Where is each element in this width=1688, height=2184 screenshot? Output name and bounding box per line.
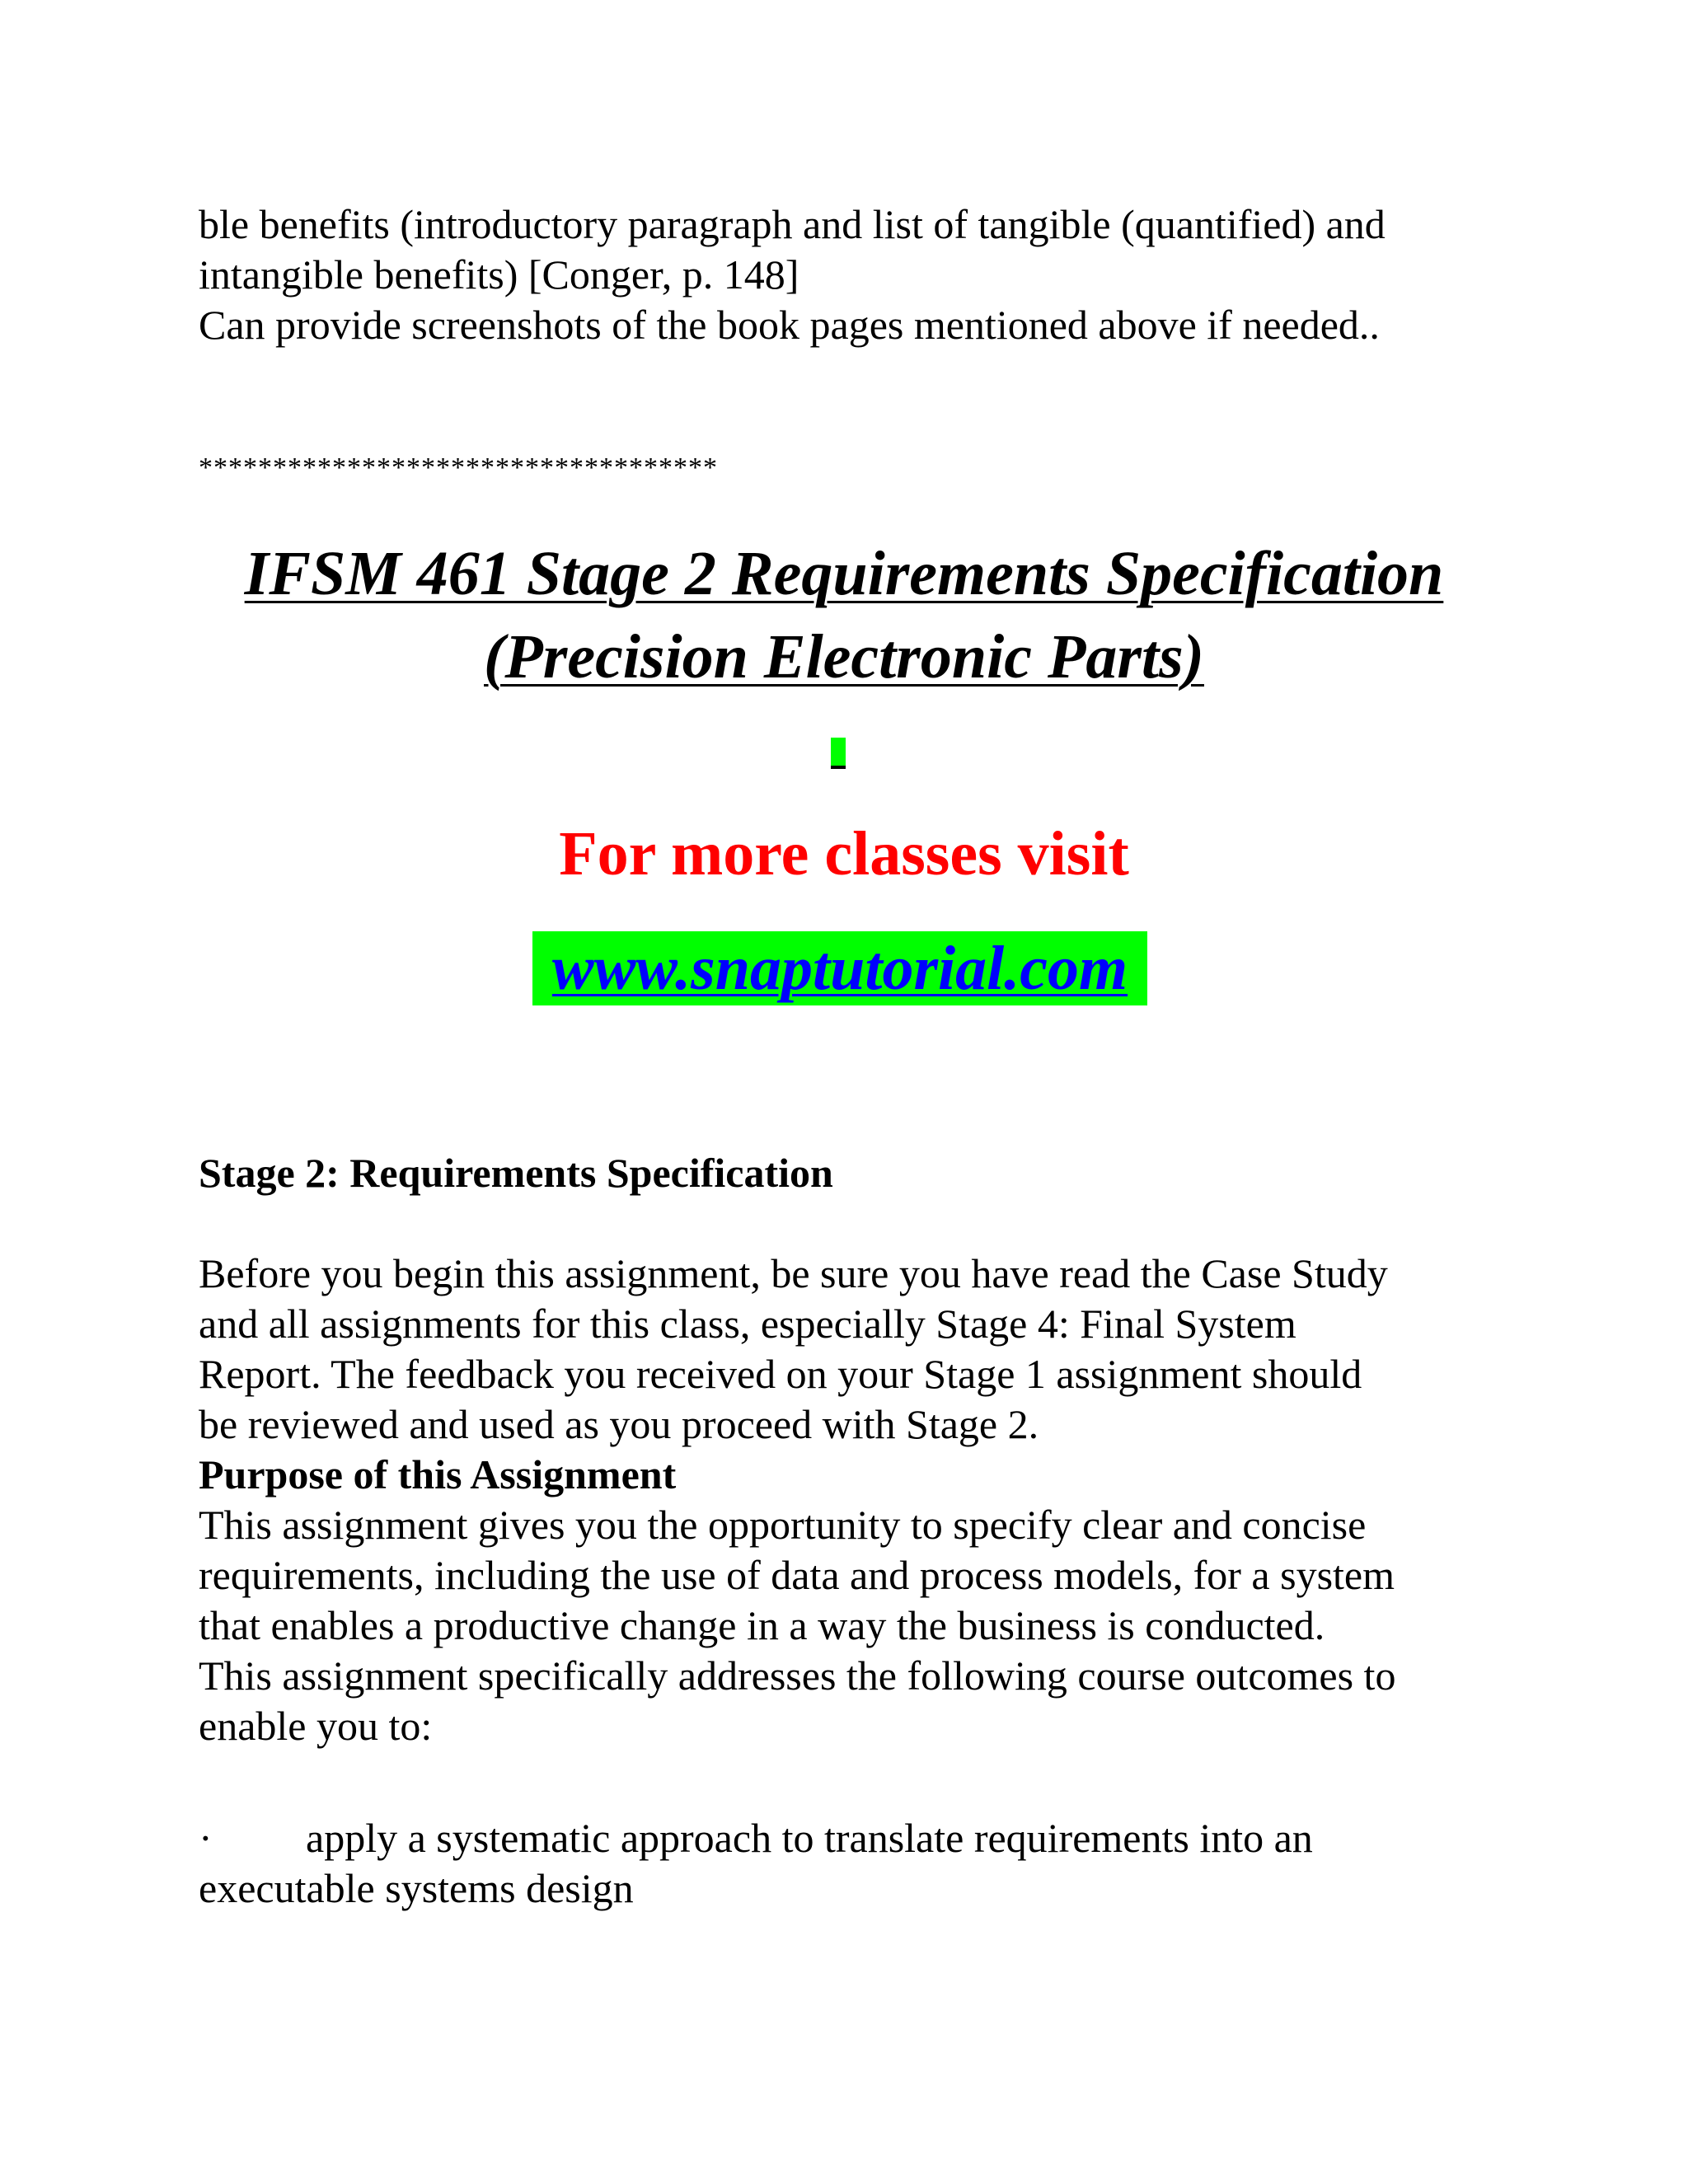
paragraph-1-line-2: and all assignments for this class, especially Stage 4: Final System [199,1301,1296,1347]
document-title-line-1: IFSM 461 Stage 2 Requirements Specification [244,539,1444,608]
section-heading: Stage 2: Requirements Specification [199,1150,833,1196]
paragraph-2-line-5: enable you to: [199,1703,433,1749]
separator-stars: *********************************** [199,452,718,483]
paragraph-1-line-3: Report. The feedback you received on your Stage 1 assignment should [199,1351,1362,1397]
bullet-symbol: · [199,1815,213,1861]
paragraph-2-line-3: that enables a productive change in a way the business is conducted. [199,1602,1325,1648]
intro-line-2: intangible benefits) [Conger, p. 148] [199,251,799,298]
paragraph-2-line-2: requirements, including the use of data and process models, for a system [199,1552,1395,1598]
highlight-marker [831,738,846,769]
intro-line-1: ble benefits (introductory paragraph and list of tangible (quantified) and [199,201,1386,247]
bullet-line-2: executable systems design [199,1865,634,1911]
promo-link-highlight [532,931,1147,1005]
intro-line-3: Can provide screenshots of the book pages mentioned above if needed.. [199,302,1380,348]
document-title-line-2: (Precision Electronic Parts) [484,622,1204,691]
paragraph-2-line-4: This assignment specifically addresses the following course outcomes to [199,1652,1396,1699]
bullet-line-1: apply a systematic approach to translate requirements into an [306,1815,1313,1861]
promo-link[interactable]: www.snaptutorial.com [551,934,1128,1003]
purpose-heading: Purpose of this Assignment [199,1451,677,1497]
paragraph-1-line-1: Before you begin this assignment, be sure you have read the Case Study [199,1250,1388,1296]
promo-text: For more classes visit [559,819,1129,888]
bullet-item [199,1813,1313,1863]
paragraph-1-line-4: be reviewed and used as you proceed with Stage 2. [199,1401,1039,1447]
paragraph-2-line-1: This assignment gives you the opportunity to specify clear and concise [199,1502,1367,1548]
